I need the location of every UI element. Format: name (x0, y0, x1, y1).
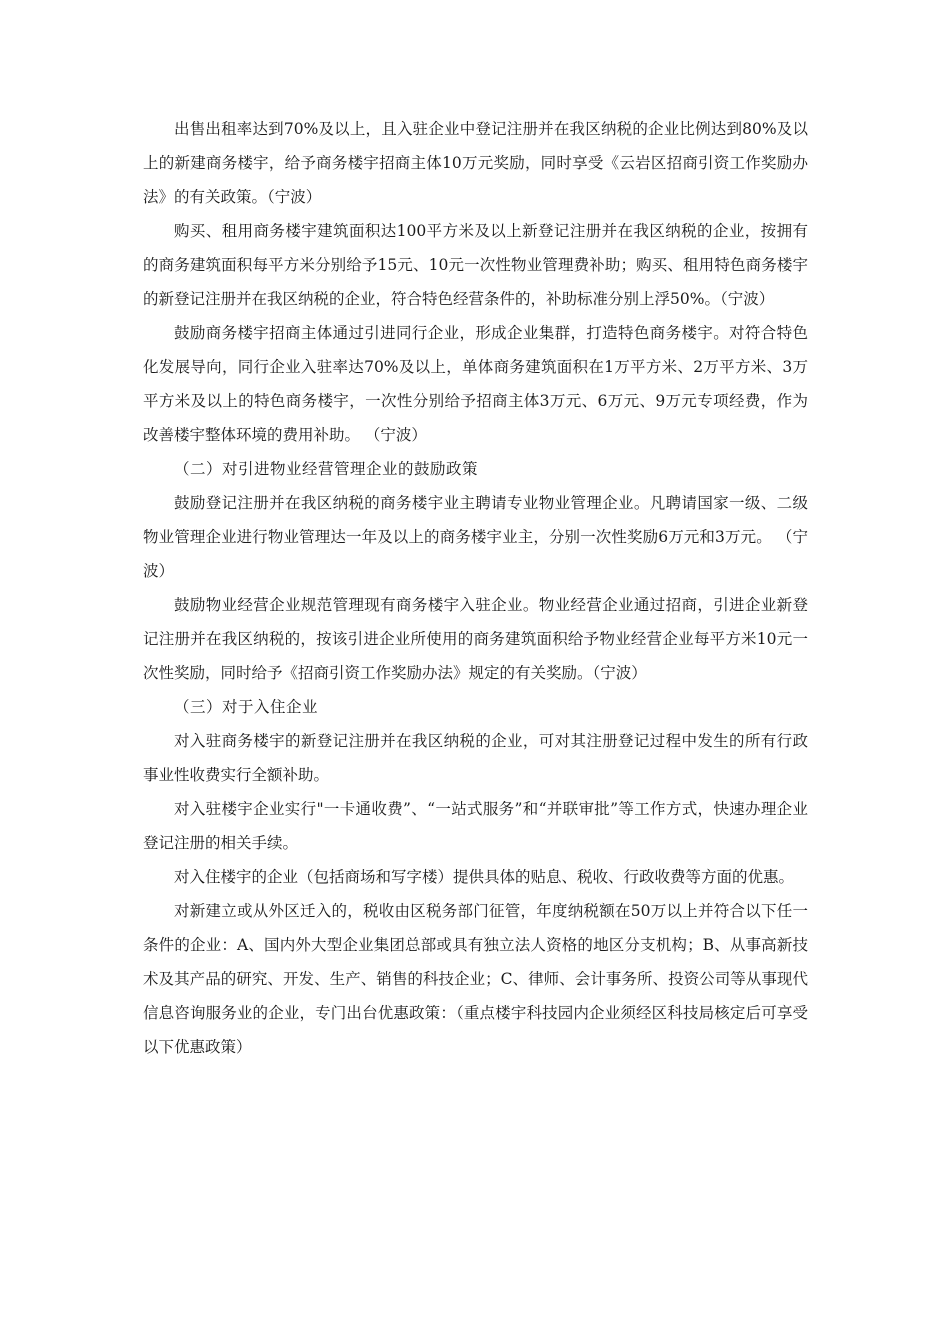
paragraph-tax-conditions: 对新建立或从外区迁入的，税收由区税务部门征管，年度纳税额在50万以上并符合以下任一条件的企业：A、国内外大型企业集团总部或具有独立法人资格的地区分支机构；B、从事高新技术及其产品的研究、开发、生产、销售的科技企业；C、律师、会计事务所、投资公司等从事现代信息咨询服务业的企业，专门出台优惠政策：（重点楼宇科技园内企业须经区科技局核定后可享受以下优惠政策） (143, 902, 808, 1056)
section-heading-property-management: （二）对引进物业经营管理企业的鼓励政策 (174, 460, 479, 478)
section-heading-resident-enterprises: （三）对于入住企业 (174, 698, 319, 716)
paragraph-feature-building-cluster: 鼓励商务楼宇招商主体通过引进同行企业，形成企业集群，打造特色商务楼宇。对符合特色化发展导向，同行企业入驻率达70%及以上，单体商务建筑面积在1万平方米、2万平方米、3万平方米及以上的特色商务楼宇，一次性分别给予招商主体3万元、6万元、9万元专项经费，作为改善楼宇整体环境的费用补助。 （宁波） (143, 324, 808, 444)
paragraph-property-manager-reward: 鼓励物业经营企业规范管理现有商务楼宇入驻企业。物业经营企业通过招商，引进企业新登记注册并在我区纳税的，按该引进企业所使用的商务建筑面积给予物业经营企业每平方米10元一次性奖励，同时给予《招商引资工作奖励办法》规定的有关奖励。（宁波） (143, 596, 808, 682)
paragraph-one-card-service: 对入驻楼宇企业实行"一卡通收费”、“一站式服务”和“并联审批”等工作方式，快速办理企业登记注册的相关手续。 (143, 800, 808, 852)
paragraph-sales-rental-rate: 出售出租率达到70%及以上，且入驻企业中登记注册并在我区纳税的企业比例达到80%及以上的新建商务楼宇，给予商务楼宇招商主体10万元奖励，同时享受《云岩区招商引资工作奖励办法》的有关政策。（宁波） (143, 120, 808, 206)
paragraph-hire-property-manager: 鼓励登记注册并在我区纳税的商务楼宇业主聘请专业物业管理企业。凡聘请国家一级、二级物业管理企业进行物业管理达一年及以上的商务楼宇业主，分别一次性奖励6万元和3万元。 （宁波） (143, 494, 808, 580)
paragraph-property-fee-subsidy: 购买、租用商务楼宇建筑面积达100平方米及以上新登记注册并在我区纳税的企业，按拥有的商务建筑面积每平方米分别给予15元、10元一次性物业管理费补助；购买、租用特色商务楼宇的新登记注册并在我区纳税的企业，符合特色经营条件的，补助标准分别上浮50%。（宁波） (143, 222, 808, 308)
document-body (143, 112, 808, 1064)
paragraph-fee-subsidy: 对入驻商务楼宇的新登记注册并在我区纳税的企业，可对其注册登记过程中发生的所有行政事业性收费实行全额补助。 (143, 732, 808, 784)
paragraph-discount-offers: 对入住楼宇的企业（包括商场和写字楼）提供具体的贴息、税收、行政收费等方面的优惠。 (174, 868, 795, 886)
